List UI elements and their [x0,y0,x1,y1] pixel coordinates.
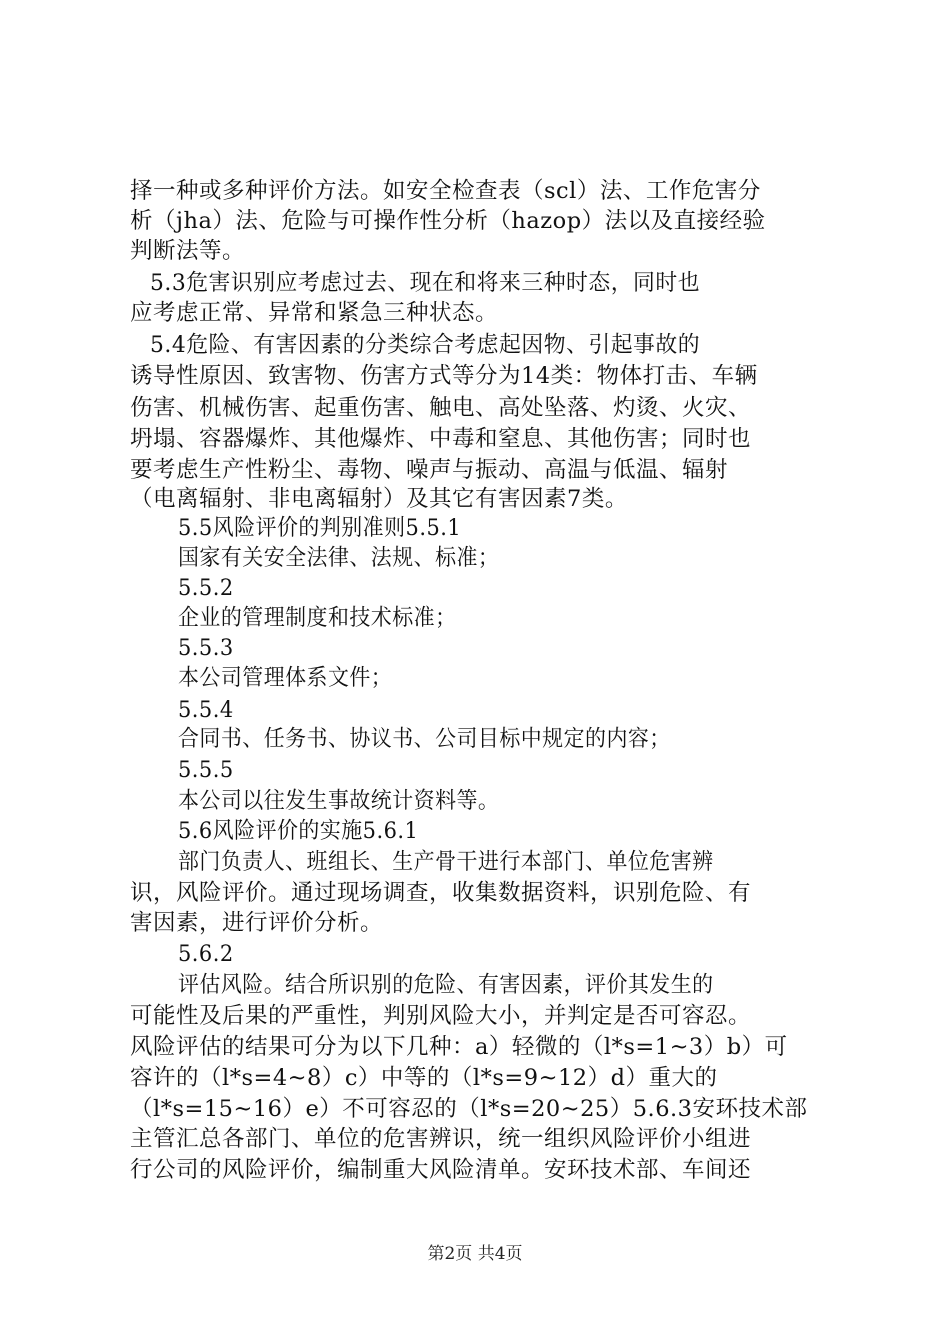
page-number-footer: 第2页 共4页 [427,1244,523,1264]
text-line: 应考虑正常、异常和紧急三种状态。 [130,300,499,326]
text-line: 判断法等。 [130,238,246,264]
text-line: 坍塌、容器爆炸、其他爆炸、中毒和窒息、其他伤害；同时也 [130,426,752,452]
text-line: 风险评估的结果可分为以下几种：a）轻微的（l*s=1~3）b）可 [130,1034,788,1060]
text-line: 析（jha）法、危险与可操作性分析（hazop）法以及直接经验 [130,208,766,234]
text-line: 评估风险。结合所识别的危险、有害因素，评价其发生的 [178,972,714,998]
text-line: 部门负责人、班组长、生产骨干进行本部门、单位危害辨 [178,849,714,875]
text-line: 本公司以往发生事故统计资料等。 [178,788,500,814]
text-line: （l*s=15~16）e）不可容忍的（l*s=20~25）5.6.3安环技术部 [130,1096,808,1122]
text-line: 本公司管理体系文件； [178,665,393,691]
text-line: 容许的（l*s=4~8）c）中等的（l*s=9~12）d）重大的 [130,1065,718,1091]
text-line: 合同书、任务书、协议书、公司目标中规定的内容； [178,726,671,752]
text-line: 5.5.2 [178,575,234,601]
text-line: 5.3危害识别应考虑过去、现在和将来三种时态，同时也 [150,270,701,296]
text-line: 国家有关安全法律、法规、标准； [178,545,500,571]
text-line: 企业的管理制度和技术标准； [178,605,457,631]
text-line: 诱导性原因、致害物、伤害方式等分为14类：物体打击、车辆 [130,363,758,389]
text-line: 5.5.4 [178,697,234,723]
text-line: 行公司的风险评价，编制重大风险清单。安环技术部、车间还 [130,1157,752,1183]
text-line: 择一种或多种评价方法。如安全检查表（scl）法、工作危害分 [130,178,761,204]
text-line: 5.4危险、有害因素的分类综合考虑起因物、引起事故的 [150,332,701,358]
text-line: 要考虑生产性粉尘、毒物、噪声与振动、高温与低温、辐射 [130,457,729,483]
text-line: 5.5.5 [178,757,234,783]
text-line: 识，风险评价。通过现场调查，收集数据资料，识别危险、有 [130,880,752,906]
text-line: 害因素，进行评价分析。 [130,910,384,936]
text-line: 5.5风险评价的判别准则5.5.1 [178,515,462,541]
text-line: 伤害、机械伤害、起重伤害、触电、高处坠落、灼烫、火灾、 [130,395,752,421]
text-line: 5.6风险评价的实施5.6.1 [178,818,419,844]
text-line: 可能性及后果的严重性，判别风险大小，并判定是否可容忍。 [130,1003,752,1029]
text-line: 5.6.2 [178,941,234,967]
text-line: 主管汇总各部门、单位的危害辨识，统一组织风险评价小组进 [130,1126,752,1152]
text-line: 5.5.3 [178,635,234,661]
text-line: （电离辐射、非电离辐射）及其它有害因素7类。 [130,486,628,512]
